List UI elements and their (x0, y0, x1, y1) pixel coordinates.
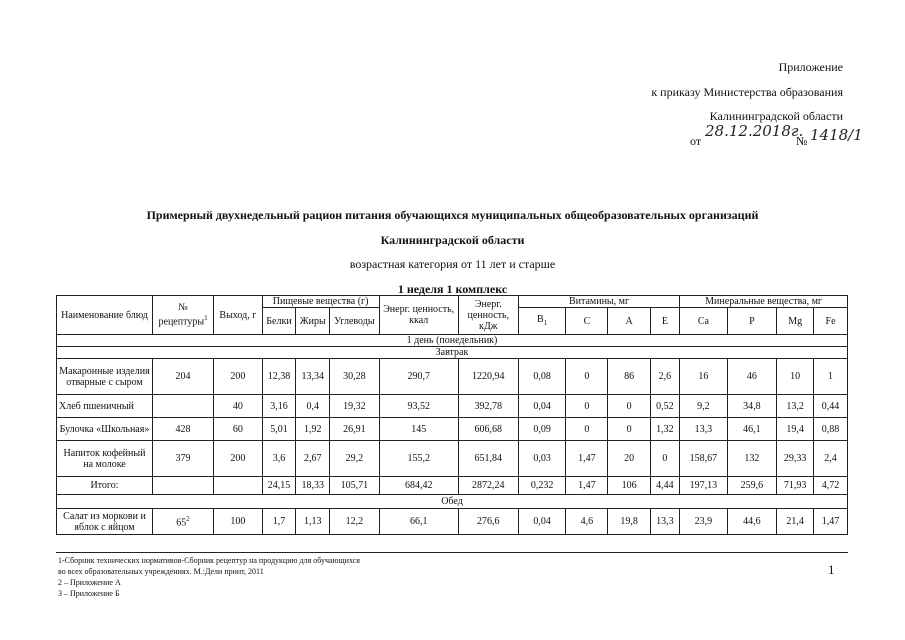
kj-cell: 392,78 (458, 395, 518, 418)
kcal-cell: 145 (379, 418, 458, 441)
fe-cell: 1 (814, 359, 848, 395)
week-label: 1 неделя 1 комплекс (397, 282, 508, 296)
e-cell: 0,52 (650, 395, 680, 418)
c-cell: 4,6 (566, 509, 608, 535)
mg-cell: 19,4 (777, 418, 814, 441)
c-cell: 1,47 (566, 441, 608, 477)
b1-cell: 0,232 (518, 477, 565, 495)
handwritten-date: 28.12.2018г. (705, 122, 804, 140)
recipe-cell: $65^2$ (152, 509, 213, 535)
dish-name: Салат из моркови и яблок с яйцом (57, 509, 153, 535)
number-label: № (796, 134, 808, 148)
minerals-group-header: Минеральные вещества, мг (680, 296, 848, 308)
table-row (57, 418, 848, 441)
ca-cell: 13,3 (680, 418, 727, 441)
kj-cell: 1220,94 (458, 359, 518, 395)
col-protein-header: Белки (262, 308, 296, 335)
carbs-cell: 30,28 (330, 359, 380, 395)
e-cell: 2,6 (650, 359, 680, 395)
output-cell: 40 (214, 395, 263, 418)
a-cell: 20 (608, 441, 650, 477)
p-cell: 44,6 (727, 509, 777, 535)
protein-cell: 3,6 (262, 441, 296, 477)
carbs-cell: 12,2 (330, 509, 380, 535)
e-cell: 13,3 (650, 509, 680, 535)
protein-cell: 5,01 (262, 418, 296, 441)
appendix-label: Приложение (778, 60, 843, 74)
col-carbs-header: Углеводы (330, 308, 380, 335)
protein-cell: 12,38 (262, 359, 296, 395)
recipe-cell: 428 (152, 418, 213, 441)
mg-cell: 13,2 (777, 395, 814, 418)
col-mg-header: Mg (777, 308, 814, 335)
table-row (57, 509, 848, 535)
total-row (57, 477, 848, 495)
vitamins-group-header: Витамины, мг (518, 296, 679, 308)
p-cell: 132 (727, 441, 777, 477)
b1-cell: 0,03 (518, 441, 565, 477)
mg-cell: 29,33 (777, 441, 814, 477)
empty-cell (152, 477, 213, 495)
p-cell: 46,1 (727, 418, 777, 441)
b1-cell: 0,08 (518, 359, 565, 395)
col-name-header: Наименование блюд (57, 296, 153, 335)
col-ca-header: Ca (680, 308, 727, 335)
protein-cell: 3,16 (262, 395, 296, 418)
empty-cell (214, 477, 263, 495)
col-p-header: P (727, 308, 777, 335)
mg-cell: 71,93 (777, 477, 814, 495)
from-label: от (690, 134, 702, 148)
table-row (57, 395, 848, 418)
fe-cell: 0,88 (814, 418, 848, 441)
fe-cell: 1,47 (814, 509, 848, 535)
p-cell: 46 (727, 359, 777, 395)
total-label: Итого: (57, 477, 153, 495)
page-number: 1 (828, 562, 835, 577)
fat-cell: 1,13 (296, 509, 330, 535)
kcal-cell: 66,1 (379, 509, 458, 535)
b1-cell: 0,04 (518, 509, 565, 535)
col-b1-header: $B_1$ (518, 308, 565, 335)
order-label: к приказу Министерства образования (651, 85, 843, 99)
a-cell: 0 (608, 418, 650, 441)
col-c-header: C (566, 308, 608, 335)
fe-cell: 2,4 (814, 441, 848, 477)
fe-cell: 0,44 (814, 395, 848, 418)
ca-cell: 9,2 (680, 395, 727, 418)
handwritten-number: 1418/1 (810, 126, 863, 144)
nutrients-group-header: Пищевые вещества (г) (262, 296, 379, 308)
col-kcal-header: Энерг. ценность, ккал (379, 296, 458, 335)
c-cell: 0 (566, 359, 608, 395)
p-cell: 259,6 (727, 477, 777, 495)
carbs-cell: 26,91 (330, 418, 380, 441)
output-cell: 60 (214, 418, 263, 441)
meal-breakfast-label: Завтрак (57, 347, 848, 359)
kj-cell: 276,6 (458, 509, 518, 535)
fat-cell: 1,92 (296, 418, 330, 441)
ca-cell: 197,13 (680, 477, 727, 495)
col-fat-header: Жиры (296, 308, 330, 335)
table-row (57, 441, 848, 477)
e-cell: 1,32 (650, 418, 680, 441)
protein-cell: 24,15 (262, 477, 296, 495)
mg-cell: 10 (777, 359, 814, 395)
e-cell: 4,44 (650, 477, 680, 495)
meal-lunch-label: Обед (57, 495, 848, 509)
carbs-cell: 19,32 (330, 395, 380, 418)
document-title: Примерный двухнедельный рацион питания обучающихся муниципальных общеобразовательных организаций (146, 208, 759, 222)
c-cell: 1,47 (566, 477, 608, 495)
fe-cell: 4,72 (814, 477, 848, 495)
kj-cell: 651,84 (458, 441, 518, 477)
a-cell: 86 (608, 359, 650, 395)
age-category: возрастная категория от 11 лет и старше (349, 257, 556, 271)
kcal-cell: 155,2 (379, 441, 458, 477)
p-cell: 34,8 (727, 395, 777, 418)
footnote-1b: во всех образовательных учреждениях. М.:Дели принт, 2011 (58, 567, 264, 576)
fat-cell: 2,67 (296, 441, 330, 477)
a-cell: 0 (608, 395, 650, 418)
c-cell: 0 (566, 395, 608, 418)
document-title-region: Калининградской области (380, 233, 525, 247)
kj-cell: 2872,24 (458, 477, 518, 495)
kcal-cell: 93,52 (379, 395, 458, 418)
dish-name: Хлеб пшеничный (57, 395, 153, 418)
carbs-cell: 105,71 (330, 477, 380, 495)
b1-cell: 0,09 (518, 418, 565, 441)
col-kj-header: Энерг. ценность, кДж (458, 296, 518, 335)
dish-name: Напиток кофейный на молоке (57, 441, 153, 477)
recipe-cell: 379 (152, 441, 213, 477)
e-cell: 0 (650, 441, 680, 477)
ca-cell: 158,67 (680, 441, 727, 477)
dish-name: Макаронные изделия отварные с сыром (57, 359, 153, 395)
dish-name: Булочка «Школьная» (57, 418, 153, 441)
recipe-cell (152, 395, 213, 418)
kcal-cell: 290,7 (379, 359, 458, 395)
footnote-2: 2 – Приложение А (58, 578, 121, 587)
protein-cell: 1,7 (262, 509, 296, 535)
fat-cell: 0,4 (296, 395, 330, 418)
output-cell: 200 (214, 359, 263, 395)
c-cell: 0 (566, 418, 608, 441)
footnote-divider (56, 552, 848, 553)
col-e-header: E (650, 308, 680, 335)
footnote-1a: 1-Сборник технических нормативов-Сборник рецептур на продукцию для обучающихся (58, 556, 360, 565)
a-cell: 19,8 (608, 509, 650, 535)
table-header-row (57, 296, 848, 308)
col-fe-header: Fe (814, 308, 848, 335)
b1-cell: 0,04 (518, 395, 565, 418)
recipe-cell: 204 (152, 359, 213, 395)
footnote-3: 3 – Приложение Б (58, 589, 120, 598)
carbs-cell: 29,2 (330, 441, 380, 477)
col-recipe-header: № рецептуры$^1$ (152, 296, 213, 335)
fat-cell: 13,34 (296, 359, 330, 395)
day-label: 1 день (понедельник) (57, 335, 848, 347)
kj-cell: 606,68 (458, 418, 518, 441)
output-cell: 100 (214, 509, 263, 535)
ca-cell: 16 (680, 359, 727, 395)
mg-cell: 21,4 (777, 509, 814, 535)
output-cell: 200 (214, 441, 263, 477)
fat-cell: 18,33 (296, 477, 330, 495)
region-label: Калининградской области (709, 109, 843, 123)
table-row (57, 359, 848, 395)
kcal-cell: 684,42 (379, 477, 458, 495)
a-cell: 106 (608, 477, 650, 495)
col-output-header: Выход, г (214, 296, 263, 335)
col-a-header: A (608, 308, 650, 335)
ca-cell: 23,9 (680, 509, 727, 535)
ration-table (56, 295, 848, 535)
